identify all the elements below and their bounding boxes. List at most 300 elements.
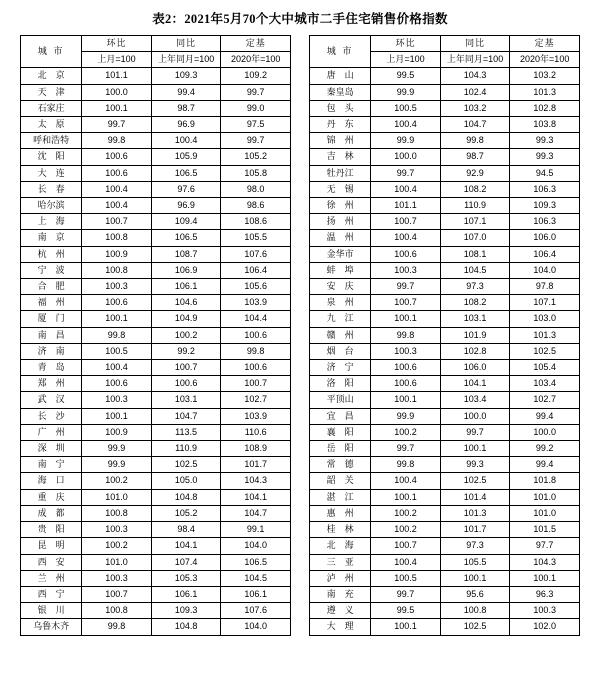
- header-group-yoy-left: 同比: [151, 36, 221, 52]
- value-mom-left: 100.3: [82, 522, 152, 538]
- value-yoy-right: 107.0: [440, 230, 510, 246]
- table-row: [21, 441, 580, 457]
- value-yoy-right: 101.4: [440, 489, 510, 505]
- value-base-left: 107.6: [221, 603, 291, 619]
- value-base-left: 100.7: [221, 376, 291, 392]
- city-name-left: 大 连: [21, 165, 82, 181]
- value-yoy-right: 104.1: [440, 376, 510, 392]
- value-yoy-right: 99.3: [440, 457, 510, 473]
- value-mom-right: 100.4: [371, 181, 441, 197]
- header-city-right: 城 市: [309, 36, 370, 68]
- value-yoy-left: 99.2: [151, 343, 221, 359]
- header-sub-base-right: 2020年=100: [510, 52, 580, 68]
- value-mom-right: 100.5: [371, 100, 441, 116]
- value-mom-left: 100.3: [82, 570, 152, 586]
- value-base-right: 101.3: [510, 84, 580, 100]
- value-mom-right: 100.6: [371, 360, 441, 376]
- city-name-right: 包 头: [309, 100, 370, 116]
- city-name-right: 遵 义: [309, 603, 370, 619]
- value-base-left: 106.5: [221, 554, 291, 570]
- value-yoy-left: 106.5: [151, 230, 221, 246]
- value-mom-right: 100.4: [371, 230, 441, 246]
- value-base-right: 102.5: [510, 343, 580, 359]
- value-mom-left: 100.7: [82, 586, 152, 602]
- column-spacer: [291, 586, 310, 602]
- value-mom-left: 100.1: [82, 100, 152, 116]
- value-yoy-left: 105.3: [151, 570, 221, 586]
- city-name-left: 太 原: [21, 117, 82, 133]
- header-group-base-right: 定基: [510, 36, 580, 52]
- value-mom-left: 100.1: [82, 408, 152, 424]
- value-mom-left: 100.5: [82, 343, 152, 359]
- header-group-mom-right: 环比: [371, 36, 441, 52]
- value-mom-left: 100.4: [82, 181, 152, 197]
- value-mom-right: 99.7: [371, 586, 441, 602]
- value-yoy-right: 99.8: [440, 133, 510, 149]
- value-yoy-right: 104.5: [440, 262, 510, 278]
- city-name-right: 吉 林: [309, 149, 370, 165]
- value-yoy-left: 106.9: [151, 262, 221, 278]
- value-base-right: 102.8: [510, 100, 580, 116]
- value-base-left: 104.0: [221, 619, 291, 635]
- column-spacer: [291, 619, 310, 635]
- value-base-left: 104.0: [221, 538, 291, 554]
- value-base-right: 100.3: [510, 603, 580, 619]
- value-yoy-left: 100.2: [151, 327, 221, 343]
- value-base-right: 106.4: [510, 246, 580, 262]
- value-mom-right: 100.7: [371, 214, 441, 230]
- value-mom-left: 100.8: [82, 262, 152, 278]
- value-base-left: 99.8: [221, 343, 291, 359]
- value-base-right: 106.3: [510, 181, 580, 197]
- value-base-right: 94.5: [510, 165, 580, 181]
- column-spacer: [291, 408, 310, 424]
- column-spacer: [291, 538, 310, 554]
- value-mom-right: 100.1: [371, 392, 441, 408]
- table-row: [21, 198, 580, 214]
- table-row: [21, 295, 580, 311]
- column-spacer: [291, 262, 310, 278]
- city-name-right: 北 海: [309, 538, 370, 554]
- table-row: [21, 538, 580, 554]
- city-name-right: 宜 昌: [309, 408, 370, 424]
- header-group-yoy-right: 同比: [440, 36, 510, 52]
- value-mom-right: 100.6: [371, 246, 441, 262]
- city-name-right: 徐 州: [309, 198, 370, 214]
- city-name-left: 贵 阳: [21, 522, 82, 538]
- value-mom-right: 100.7: [371, 538, 441, 554]
- value-base-right: 101.8: [510, 473, 580, 489]
- city-name-left: 南 宁: [21, 457, 82, 473]
- value-yoy-left: 106.1: [151, 279, 221, 295]
- value-base-left: 105.2: [221, 149, 291, 165]
- value-base-left: 103.9: [221, 408, 291, 424]
- city-name-right: 九 江: [309, 311, 370, 327]
- value-base-left: 104.3: [221, 473, 291, 489]
- value-base-left: 103.9: [221, 295, 291, 311]
- table-row: [21, 149, 580, 165]
- value-yoy-left: 100.4: [151, 133, 221, 149]
- value-yoy-right: 108.2: [440, 181, 510, 197]
- city-name-left: 哈尔滨: [21, 198, 82, 214]
- value-base-left: 99.0: [221, 100, 291, 116]
- value-base-right: 99.4: [510, 457, 580, 473]
- value-mom-right: 100.0: [371, 149, 441, 165]
- column-spacer: [291, 149, 310, 165]
- value-mom-right: 99.7: [371, 279, 441, 295]
- value-mom-right: 100.3: [371, 343, 441, 359]
- value-base-right: 100.0: [510, 424, 580, 440]
- value-base-right: 106.0: [510, 230, 580, 246]
- value-base-left: 99.1: [221, 522, 291, 538]
- value-mom-left: 100.2: [82, 538, 152, 554]
- value-mom-right: 100.2: [371, 505, 441, 521]
- city-name-left: 西 安: [21, 554, 82, 570]
- value-mom-left: 100.9: [82, 246, 152, 262]
- table-row: [21, 311, 580, 327]
- value-yoy-left: 96.9: [151, 198, 221, 214]
- column-spacer: [291, 343, 310, 359]
- value-mom-right: 100.7: [371, 295, 441, 311]
- value-base-right: 109.3: [510, 198, 580, 214]
- value-base-right: 101.0: [510, 489, 580, 505]
- value-yoy-left: 98.7: [151, 100, 221, 116]
- value-base-right: 101.3: [510, 327, 580, 343]
- page-title: 表2：2021年5月70个大中城市二手住宅销售价格指数: [152, 12, 448, 26]
- value-mom-left: 100.1: [82, 311, 152, 327]
- value-base-left: 109.2: [221, 68, 291, 84]
- city-name-left: 厦 门: [21, 311, 82, 327]
- value-mom-right: 99.8: [371, 457, 441, 473]
- table-row: [21, 586, 580, 602]
- value-mom-right: 100.2: [371, 424, 441, 440]
- value-mom-left: 100.4: [82, 360, 152, 376]
- value-mom-right: 99.7: [371, 441, 441, 457]
- table-row: [21, 214, 580, 230]
- value-mom-right: 100.4: [371, 117, 441, 133]
- city-name-right: 赣 州: [309, 327, 370, 343]
- value-base-left: 106.1: [221, 586, 291, 602]
- column-spacer: [291, 376, 310, 392]
- table-row: [21, 392, 580, 408]
- value-base-left: 99.7: [221, 84, 291, 100]
- header-sub-mom-left: 上月=100: [82, 52, 152, 68]
- value-yoy-right: 97.3: [440, 279, 510, 295]
- value-base-right: 103.8: [510, 117, 580, 133]
- column-spacer: [291, 473, 310, 489]
- table-row: [21, 68, 580, 84]
- value-yoy-left: 102.5: [151, 457, 221, 473]
- value-yoy-left: 107.4: [151, 554, 221, 570]
- value-yoy-right: 108.1: [440, 246, 510, 262]
- city-name-right: 洛 阳: [309, 376, 370, 392]
- value-yoy-left: 104.9: [151, 311, 221, 327]
- value-yoy-left: 109.3: [151, 68, 221, 84]
- value-mom-left: 100.8: [82, 505, 152, 521]
- value-yoy-left: 104.1: [151, 538, 221, 554]
- value-yoy-left: 105.9: [151, 149, 221, 165]
- value-base-left: 108.6: [221, 214, 291, 230]
- city-name-left: 石家庄: [21, 100, 82, 116]
- value-yoy-left: 104.8: [151, 489, 221, 505]
- city-name-left: 杭 州: [21, 246, 82, 262]
- table-row: [21, 133, 580, 149]
- city-name-right: 惠 州: [309, 505, 370, 521]
- column-spacer: [291, 36, 310, 68]
- column-spacer: [291, 117, 310, 133]
- value-mom-left: 99.7: [82, 117, 152, 133]
- value-mom-left: 100.6: [82, 295, 152, 311]
- table-row: [21, 424, 580, 440]
- city-name-left: 长 沙: [21, 408, 82, 424]
- city-name-left: 广 州: [21, 424, 82, 440]
- city-name-right: 温 州: [309, 230, 370, 246]
- city-name-right: 锦 州: [309, 133, 370, 149]
- value-mom-left: 99.9: [82, 457, 152, 473]
- value-mom-right: 99.5: [371, 68, 441, 84]
- value-base-left: 110.6: [221, 424, 291, 440]
- column-spacer: [291, 311, 310, 327]
- value-mom-right: 101.1: [371, 198, 441, 214]
- value-yoy-left: 105.0: [151, 473, 221, 489]
- city-name-right: 南 充: [309, 586, 370, 602]
- value-base-left: 105.5: [221, 230, 291, 246]
- value-yoy-right: 103.1: [440, 311, 510, 327]
- table-row: [21, 603, 580, 619]
- value-mom-right: 100.1: [371, 619, 441, 635]
- value-yoy-right: 101.7: [440, 522, 510, 538]
- city-name-right: 秦皇岛: [309, 84, 370, 100]
- value-mom-right: 99.8: [371, 327, 441, 343]
- value-base-left: 107.6: [221, 246, 291, 262]
- table-row: [21, 522, 580, 538]
- value-yoy-right: 98.7: [440, 149, 510, 165]
- value-yoy-left: 103.1: [151, 392, 221, 408]
- city-name-left: 昆 明: [21, 538, 82, 554]
- table-row: [21, 100, 580, 116]
- value-yoy-right: 102.8: [440, 343, 510, 359]
- city-name-left: 银 川: [21, 603, 82, 619]
- value-base-right: 101.0: [510, 505, 580, 521]
- city-name-left: 长 春: [21, 181, 82, 197]
- city-name-right: 泉 州: [309, 295, 370, 311]
- table-row: [21, 376, 580, 392]
- column-spacer: [291, 603, 310, 619]
- value-base-left: 104.5: [221, 570, 291, 586]
- value-mom-right: 99.9: [371, 408, 441, 424]
- value-base-right: 96.3: [510, 586, 580, 602]
- city-name-left: 海 口: [21, 473, 82, 489]
- value-mom-left: 99.8: [82, 619, 152, 635]
- column-spacer: [291, 327, 310, 343]
- city-name-right: 平顶山: [309, 392, 370, 408]
- value-yoy-right: 95.6: [440, 586, 510, 602]
- city-name-right: 烟 台: [309, 343, 370, 359]
- city-name-left: 乌鲁木齐: [21, 619, 82, 635]
- city-name-right: 安 庆: [309, 279, 370, 295]
- table-row: [21, 619, 580, 635]
- value-mom-left: 101.1: [82, 68, 152, 84]
- value-mom-right: 100.6: [371, 376, 441, 392]
- value-yoy-left: 109.3: [151, 603, 221, 619]
- table-row: [21, 554, 580, 570]
- city-name-left: 深 圳: [21, 441, 82, 457]
- table-row: [21, 570, 580, 586]
- column-spacer: [291, 554, 310, 570]
- column-spacer: [291, 392, 310, 408]
- city-name-left: 兰 州: [21, 570, 82, 586]
- value-base-left: 98.0: [221, 181, 291, 197]
- value-mom-left: 99.8: [82, 133, 152, 149]
- value-mom-right: 100.4: [371, 554, 441, 570]
- value-mom-right: 99.9: [371, 84, 441, 100]
- header-sub-yoy-right: 上年同月=100: [440, 52, 510, 68]
- value-base-left: 100.6: [221, 360, 291, 376]
- value-yoy-right: 99.7: [440, 424, 510, 440]
- value-mom-left: 100.9: [82, 424, 152, 440]
- column-spacer: [291, 246, 310, 262]
- value-yoy-left: 100.6: [151, 376, 221, 392]
- table-row: [21, 117, 580, 133]
- city-name-right: 牡丹江: [309, 165, 370, 181]
- city-name-left: 郑 州: [21, 376, 82, 392]
- value-base-left: 108.9: [221, 441, 291, 457]
- price-index-table: [20, 35, 580, 636]
- city-name-left: 北 京: [21, 68, 82, 84]
- city-name-left: 合 肥: [21, 279, 82, 295]
- table-row: [21, 230, 580, 246]
- city-name-left: 成 都: [21, 505, 82, 521]
- city-name-right: 常 德: [309, 457, 370, 473]
- city-name-right: 金华市: [309, 246, 370, 262]
- value-mom-right: 100.4: [371, 473, 441, 489]
- city-name-left: 呼和浩特: [21, 133, 82, 149]
- value-yoy-left: 104.8: [151, 619, 221, 635]
- value-mom-left: 100.8: [82, 230, 152, 246]
- value-base-right: 97.7: [510, 538, 580, 554]
- table-row: [21, 505, 580, 521]
- value-yoy-left: 113.5: [151, 424, 221, 440]
- value-mom-left: 100.8: [82, 603, 152, 619]
- value-yoy-left: 100.7: [151, 360, 221, 376]
- value-yoy-right: 110.9: [440, 198, 510, 214]
- value-yoy-right: 103.4: [440, 392, 510, 408]
- value-mom-left: 100.3: [82, 392, 152, 408]
- city-name-left: 南 昌: [21, 327, 82, 343]
- column-spacer: [291, 198, 310, 214]
- value-mom-right: 99.7: [371, 165, 441, 181]
- column-spacer: [291, 214, 310, 230]
- city-name-right: 泸 州: [309, 570, 370, 586]
- value-mom-left: 100.0: [82, 84, 152, 100]
- table-row: [21, 408, 580, 424]
- value-yoy-left: 106.5: [151, 165, 221, 181]
- table-row: [21, 279, 580, 295]
- value-base-right: 103.4: [510, 376, 580, 392]
- value-yoy-right: 101.3: [440, 505, 510, 521]
- value-yoy-left: 106.1: [151, 586, 221, 602]
- table-row: [21, 84, 580, 100]
- value-base-right: 99.3: [510, 133, 580, 149]
- city-name-right: 蚌 埠: [309, 262, 370, 278]
- value-mom-left: 100.6: [82, 149, 152, 165]
- header-sub-base-left: 2020年=100: [221, 52, 291, 68]
- value-yoy-left: 108.7: [151, 246, 221, 262]
- value-base-left: 106.4: [221, 262, 291, 278]
- table-row: [21, 489, 580, 505]
- table-row: [21, 343, 580, 359]
- city-name-right: 济 宁: [309, 360, 370, 376]
- value-base-left: 105.6: [221, 279, 291, 295]
- city-name-right: 丹 东: [309, 117, 370, 133]
- city-name-right: 岳 阳: [309, 441, 370, 457]
- value-base-right: 104.3: [510, 554, 580, 570]
- value-yoy-right: 102.5: [440, 619, 510, 635]
- value-yoy-right: 97.3: [440, 538, 510, 554]
- value-base-right: 100.1: [510, 570, 580, 586]
- value-yoy-right: 106.0: [440, 360, 510, 376]
- city-name-right: 湛 江: [309, 489, 370, 505]
- value-base-left: 97.5: [221, 117, 291, 133]
- city-name-left: 济 南: [21, 343, 82, 359]
- city-name-right: 唐 山: [309, 68, 370, 84]
- column-spacer: [291, 68, 310, 84]
- city-name-left: 青 岛: [21, 360, 82, 376]
- value-base-right: 107.1: [510, 295, 580, 311]
- table-row: [21, 327, 580, 343]
- city-name-right: 无 锡: [309, 181, 370, 197]
- value-mom-left: 99.8: [82, 327, 152, 343]
- value-yoy-left: 99.4: [151, 84, 221, 100]
- value-yoy-left: 104.6: [151, 295, 221, 311]
- column-spacer: [291, 489, 310, 505]
- value-base-right: 102.0: [510, 619, 580, 635]
- value-base-right: 97.8: [510, 279, 580, 295]
- table-row: [21, 473, 580, 489]
- city-name-right: 韶 关: [309, 473, 370, 489]
- value-yoy-right: 100.0: [440, 408, 510, 424]
- table-row: [21, 181, 580, 197]
- city-name-right: 桂 林: [309, 522, 370, 538]
- value-yoy-left: 109.4: [151, 214, 221, 230]
- value-yoy-right: 102.5: [440, 473, 510, 489]
- value-mom-left: 100.7: [82, 214, 152, 230]
- value-yoy-right: 92.9: [440, 165, 510, 181]
- column-spacer: [291, 230, 310, 246]
- value-mom-left: 100.2: [82, 473, 152, 489]
- value-yoy-right: 103.2: [440, 100, 510, 116]
- value-mom-left: 100.6: [82, 376, 152, 392]
- value-yoy-right: 102.4: [440, 84, 510, 100]
- column-spacer: [291, 570, 310, 586]
- value-yoy-left: 98.4: [151, 522, 221, 538]
- city-name-left: 沈 阳: [21, 149, 82, 165]
- column-spacer: [291, 181, 310, 197]
- city-name-right: 大 理: [309, 619, 370, 635]
- value-mom-right: 99.5: [371, 603, 441, 619]
- column-spacer: [291, 457, 310, 473]
- value-yoy-right: 105.5: [440, 554, 510, 570]
- column-spacer: [291, 84, 310, 100]
- value-base-left: 99.7: [221, 133, 291, 149]
- column-spacer: [291, 100, 310, 116]
- value-mom-right: 100.1: [371, 311, 441, 327]
- value-yoy-right: 100.1: [440, 570, 510, 586]
- value-yoy-right: 100.8: [440, 603, 510, 619]
- header-sub-mom-right: 上月=100: [371, 52, 441, 68]
- table-row: [21, 246, 580, 262]
- value-base-left: 104.7: [221, 505, 291, 521]
